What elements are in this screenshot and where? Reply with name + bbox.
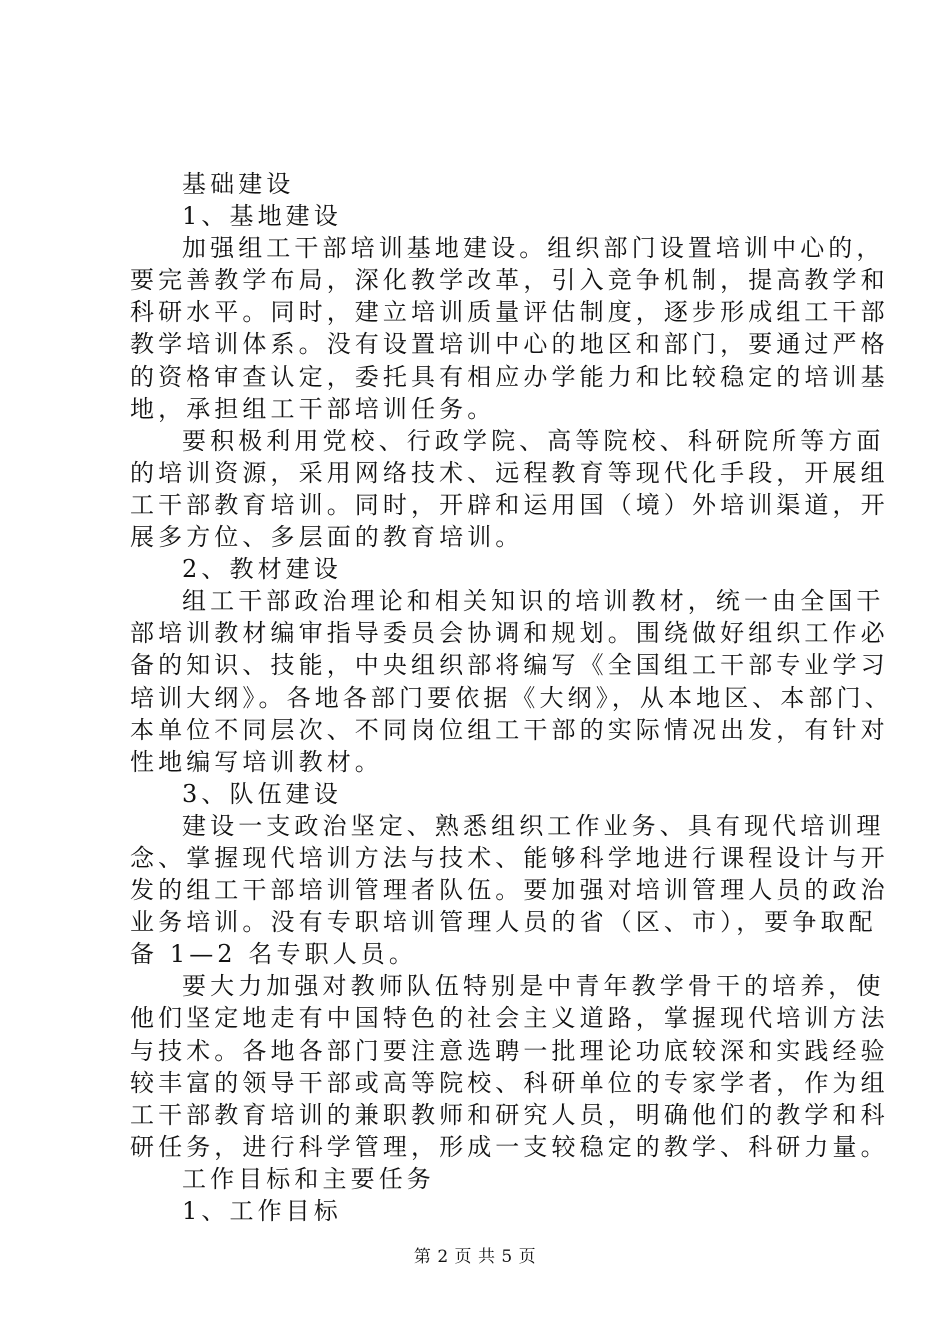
- paragraph-line: 科研水平。同时，建立培训质量评估制度，逐步形成组工干部: [130, 298, 889, 327]
- paragraph-line: 他们坚定地走有中国特色的社会主义道路，掌握现代培训方法: [130, 1004, 889, 1033]
- paragraph-line: 性地编写培训教材。: [130, 747, 383, 776]
- paragraph-line: 研任务，进行科学管理，形成一支较稳定的教学、科研力量。: [130, 1132, 889, 1161]
- paragraph-line: 备的知识、技能，中央组织部将编写《全国组工干部专业学习: [130, 651, 889, 680]
- paragraph-line: 的资格审查认定，委托具有相应办学能力和比较稳定的培训基: [130, 362, 889, 391]
- paragraph-line: 的培训资源，采用网络技术、远程教育等现代化手段，开展组: [130, 458, 889, 487]
- subsection-heading: 1、工作目标: [182, 1197, 342, 1225]
- paragraph-line: 工干部教育培训。同时，开辟和运用国（境）外培训渠道，开: [130, 490, 889, 519]
- paragraph-line: 发的组工干部培训管理者队伍。要加强对培训管理人员的政治: [130, 876, 889, 905]
- paragraph-line: 地，承担组工干部培训任务。: [130, 394, 496, 423]
- paragraph-line: 培训大纲》。各地各部门要依据《大纲》，从本地区、本部门、: [130, 683, 893, 712]
- paragraph-line: 备 1—2 名专职人员。: [130, 940, 417, 969]
- section-heading: 工作目标和主要任务: [182, 1164, 435, 1193]
- paragraph-line: 工干部教育培训的兼职教师和研究人员，明确他们的教学和科: [130, 1100, 889, 1129]
- paragraph-line: 较丰富的领导干部或高等院校、科研单位的专家学者，作为组: [130, 1068, 889, 1097]
- subsection-heading: 1、基地建设: [182, 202, 342, 231]
- page-number-footer: 第 2 页 共 5 页: [413, 1247, 537, 1267]
- paragraph-line: 部培训教材编审指导委员会协调和规划。围绕做好组织工作必: [130, 619, 889, 648]
- paragraph-line: 本单位不同层次、不同岗位组工干部的实际情况出发，有针对: [130, 715, 889, 744]
- document-body: [130, 168, 893, 1227]
- paragraph-line: 组工干部政治理论和相关知识的培训教材，统一由全国干: [182, 587, 885, 616]
- paragraph-line: 教学培训体系。没有设置培训中心的地区和部门，要通过严格: [130, 330, 889, 359]
- paragraph-line: 展多方位、多层面的教育培训。: [130, 523, 524, 552]
- paragraph-line: 建设一支政治坚定、熟悉组织工作业务、具有现代培训理: [182, 811, 885, 840]
- paragraph-line: 业务培训。没有专职培训管理人员的省（区、市），要争取配: [130, 908, 877, 937]
- paragraph-line: 要大力加强对教师队伍特别是中青年教学骨干的培养，使: [182, 972, 885, 1001]
- subsection-heading: 2、教材建设: [182, 555, 342, 584]
- section-heading: 基础建设: [182, 170, 295, 198]
- paragraph-line: 加强组工干部培训基地建设。组织部门设置培训中心的，: [182, 234, 885, 263]
- paragraph-line: 与技术。各地各部门要注意选聘一批理论功底较深和实践经验: [130, 1036, 889, 1065]
- paragraph-line: 要积极利用党校、行政学院、高等院校、科研院所等方面: [182, 426, 885, 455]
- paragraph-line: 要完善教学布局，深化教学改革，引入竞争机制，提高教学和: [130, 266, 889, 295]
- paragraph-line: 念、掌握现代培训方法与技术、能够科学地进行课程设计与开: [130, 843, 889, 872]
- subsection-heading: 3、队伍建设: [182, 779, 342, 808]
